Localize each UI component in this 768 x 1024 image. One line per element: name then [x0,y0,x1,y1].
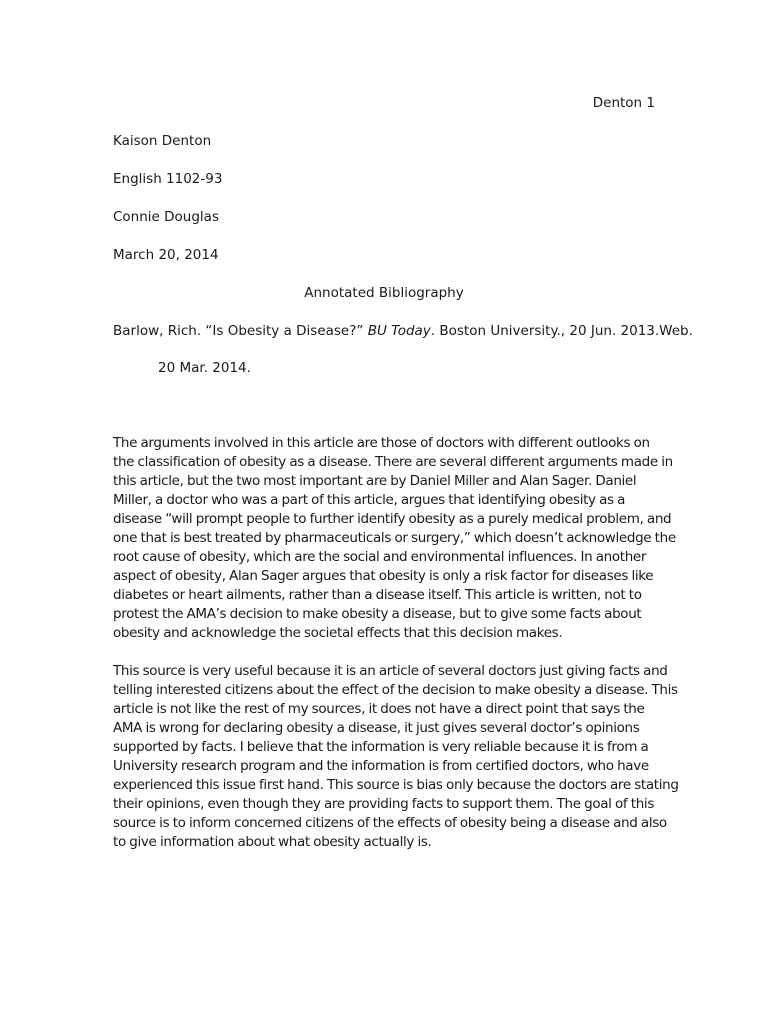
paragraph-line: The arguments involved in this article are those of doctors with different outlooks on [113,435,650,451]
paragraph-line: disease “will prompt people to further identify obesity as a purely medical problem, and [113,511,672,527]
paragraph-line: supported by facts. I believe that the information is very reliable because it is from a [113,739,649,755]
author-name: Kaison Denton [113,133,212,149]
paragraph-line: article is not like the rest of my sources, it does not have a direct point that says the [113,701,645,717]
paragraph-line: diabetes or heart ailments, rather than a disease itself. This article is written, not to [113,587,642,603]
paragraph-line: this article, but the two most important are by Daniel Miller and Alan Sager. Daniel [113,473,637,489]
citation-suffix: . Boston University., 20 Jun. 2013.Web. [430,323,693,339]
course-name: English 1102-93 [113,171,223,187]
paragraph-line: obesity and acknowledge the societal effects that this decision makes. [113,625,563,641]
paragraph-line: one that is best treated by pharmaceuticals or surgery,” which doesn’t acknowledge the [113,530,676,546]
paragraph-line: source is to inform concerned citizens of the effects of obesity being a disease and also [113,815,667,831]
paragraph-line: aspect of obesity, Alan Sager argues that obesity is only a risk factor for diseases like [113,568,654,584]
paragraph-line: root cause of obesity, which are the social and environmental influences. In another [113,549,647,565]
document-date: March 20, 2014 [113,247,219,263]
paragraph-line: experienced this issue first hand. This source is bias only because the doctors are stating [113,777,679,793]
paragraph-line: AMA is wrong for declaring obesity a disease, it just gives several doctor’s opinions [113,720,640,736]
summary-paragraph [113,434,676,643]
paragraph-line: the classification of obesity as a disease. There are several different arguments made in [113,454,673,470]
paragraph-line: This source is very useful because it is an article of several doctors just giving facts and [113,663,668,679]
paragraph-line: protest the AMA’s decision to make obesity a disease, but to give some facts about [113,606,642,622]
paragraph-line: their opinions, even though they are providing facts to support them. The goal of this [113,796,655,812]
paragraph-line: Miller, a doctor who was a part of this article, argues that identifying obesity as a [113,492,626,508]
document-title: Annotated Bibliography [304,285,464,301]
paragraph-line: University research program and the information is from certified doctors, who have [113,758,649,774]
citation-prefix: Barlow, Rich. “Is Obesity a Disease?” [113,323,368,339]
paragraph-line: telling interested citizens about the effect of the decision to make obesity a disease. This [113,682,678,698]
page-header-number: Denton 1 [592,95,655,111]
citation-publication: BU Today [367,323,431,339]
instructor-name: Connie Douglas [113,209,219,225]
citation-entry [113,322,693,340]
citation-access-date: 20 Mar. 2014. [158,360,251,376]
evaluation-paragraph [113,662,679,852]
paragraph-line: to give information about what obesity actually is. [113,834,432,850]
